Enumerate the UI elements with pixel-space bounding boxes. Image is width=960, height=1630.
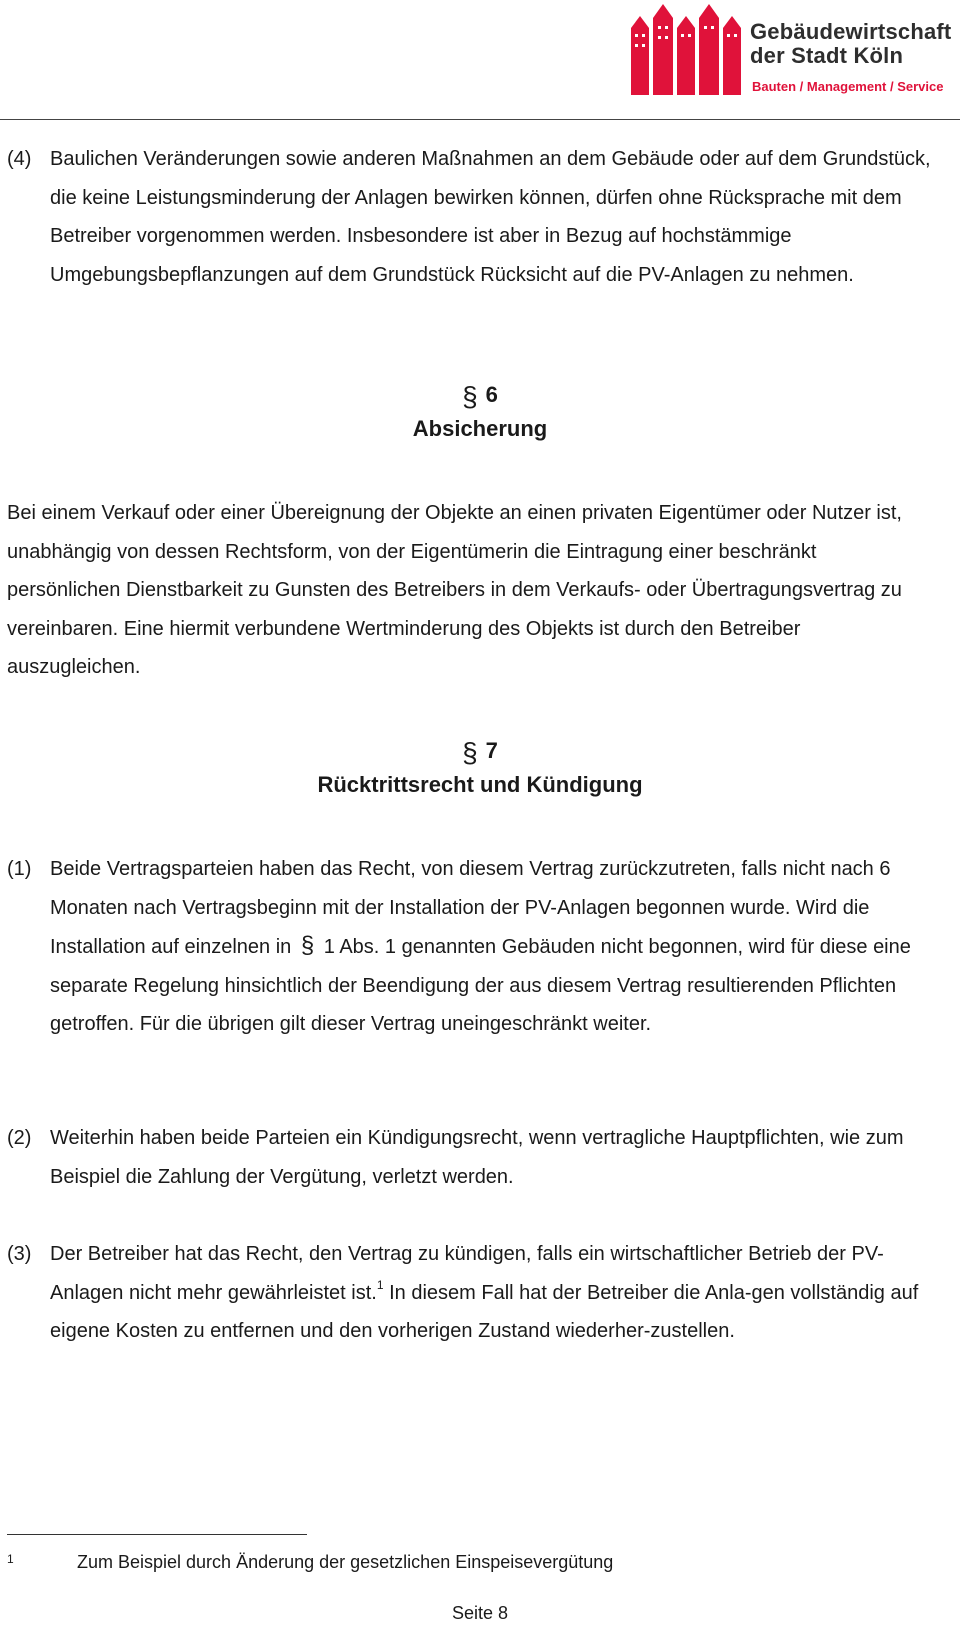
section-7-title: Rücktrittsrecht und Kündigung [317,772,643,797]
paragraph-text: Weiterhin haben beide Parteien ein Kündigungsrecht, wenn vertragliche Hauptpflichten, wie zum Beispiel die Zahlung der Vergütung, verletzt werden. [50,1127,904,1188]
paragraph-text-part-a: Der Betreiber hat das Recht, den Vertrag zu kündigen, falls ein wirtschaftlicher Betrieb der PV-Anlagen nicht mehr gewährleistet ist. [50,1243,884,1304]
section-6-text: Bei einem Verkauf oder einer Übereignung der Objekte an einen privaten Eigentümer oder Nutzer ist, unabhängig von dessen Rechtsform, von der Eigentümerin die Eintragung einer beschränkt persönlichen Dienstbarkeit zu Gunsten des Betreibers in dem Verkaufs- oder Übertragungsvertrag zu vereinbaren. Eine hiermit verbundene Wertminderung des Objekts ist durch den Betreiber auszugleichen. [7,502,902,679]
footnote-divider [7,1534,307,1535]
header-divider [0,119,960,120]
brand-name: Gebäudewirtschaft [750,19,952,44]
koeln-cathedral-logo-icon [631,0,741,95]
footnote-mark: 1 [7,1552,14,1566]
paragraph-text-part-b: In diesem Fall hat der Betreiber die Anla-gen vollständig auf eigene Kosten zu entfernen und den vorherigen Zustand wiederher-zustellen. [50,1281,919,1343]
paragraph-4 [7,140,935,294]
section-7-paragraph-1 [7,850,935,1044]
paragraph-number: (3) [7,1243,32,1265]
paragraph-text: Baulichen Veränderungen sowie anderen Maßnahmen an dem Gebäude oder auf dem Grundstück, die keine Leistungsminderung der Anlagen bewirken können, dürfen ohne Rücksprache mit dem Betreiber vorgenommen werden. Insbesondere ist aber in Bezug auf hochstämmige Umgebungsbepflanzungen auf dem Grundstück Rücksicht auf die PV-Anlagen zu nehmen. [50,148,931,286]
section-number: 6 [485,382,498,407]
section-sign: § [462,737,478,768]
paragraph-number: (4) [7,148,32,170]
section-6-title: Absicherung [412,416,548,441]
page-number: Seite 8 [451,1603,509,1623]
section-6-number [0,378,960,410]
section-sign: § [300,932,315,960]
section-7-number [0,734,960,766]
paragraph-number: (1) [7,858,32,880]
brand-city: der Stadt Köln [750,43,904,68]
section-sign: § [462,381,478,412]
header-logo [631,0,960,110]
section-number: 7 [485,738,498,763]
paragraph-text-part-a: Beide Vertragsparteien haben das Recht, von diesem Vertrag zurückzutreten, falls nicht nach 6 Monaten nach Vertragsbeginn mit der Installation der PV-Anlagen begonnen wurde. Wird die Installation auf einzelnen in [50,858,891,959]
paragraph-text-part-b: 1 Abs. 1 genannten Gebäuden nicht begonnen, wird für diese eine separate Regelung hinsichtlich der Beendigung der aus diesem Vertrag resultierenden Pflichten getroffen. Für die übrigen gilt dieser Vertrag uneingeschränkt weiter. [50,936,911,1036]
section-7-paragraph-2 [7,1119,935,1196]
footnote-reference: 1 [376,1277,384,1292]
footnote-text: Zum Beispiel durch Änderung der gesetzlichen Einspeisevergütung [77,1552,614,1572]
paragraph-number: (2) [7,1127,32,1149]
section-7-paragraph-3 [7,1235,935,1351]
brand-tagline: Bauten / Management / Service [752,79,944,94]
